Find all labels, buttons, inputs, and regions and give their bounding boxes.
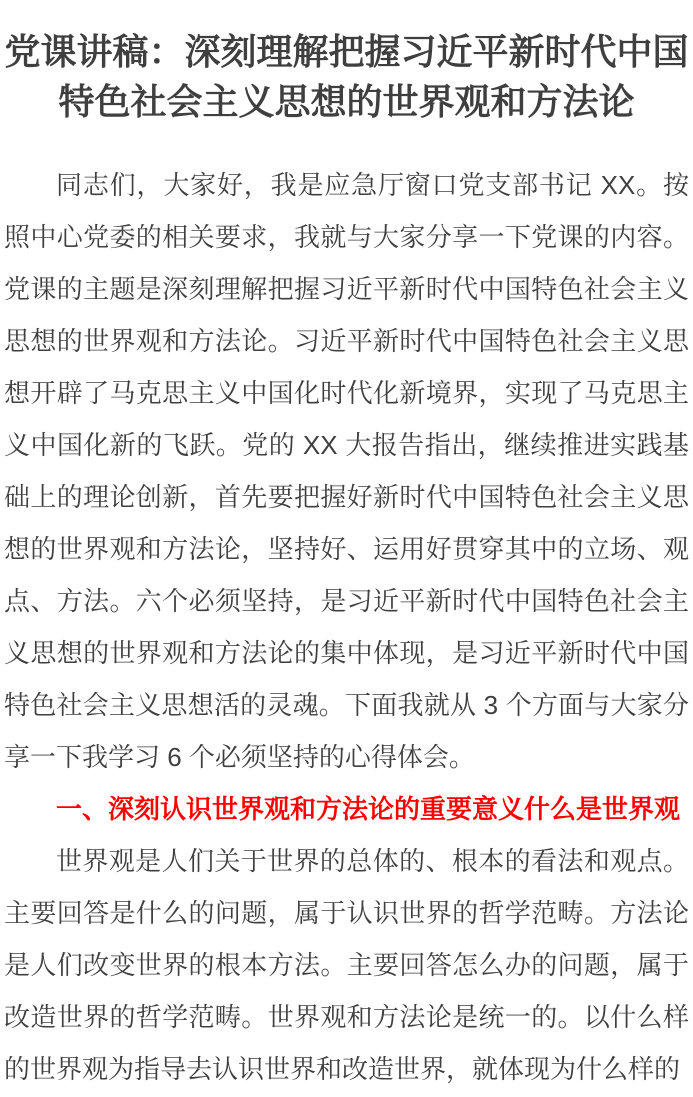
section-heading: 一、深刻认识世界观和方法论的重要意义什么是世界观 (56, 794, 681, 824)
paragraph: 世界观是人们关于世界的总体的、根本的看法和观点。主要回答是什么的问题，属于认识世界的哲学范畴。方法论是人们改变世界的根本方法。主要回答怎么办的问题，属于改造世界的哲学范畴。世界观和方法论是统一的。以什么样的世界观为指导去认识世界和改造世界，就体现为什么样的 (4, 846, 689, 1084)
document-title: 党课讲稿：深刻理解把握习近平新时代中国特色社会主义思想的世界观和方法论 (4, 31, 689, 122)
paragraph: 同志们，大家好，我是应急厅窗口党支部书记 XX。按照中心党委的相关要求，我就与大家分享一下党课的内容。党课的主题是深刻理解把握习近平新时代中国特色社会主义思想的世界观和方法论。习近平新时代中国特色社会主义思想开辟了马克思主义中国化时代化新境界，实现了马克思主义中国化新的飞跃。党的 XX 大报告指出，继续推进实践基础上的理论创新，首先要把握好新时代中国特色社会主义思想的世界观和方法论，坚持好、运用好贯穿其中的立场、观点、方法。六个必须坚持，是习近平新时代中国特色社会主义思想的世界观和方法论的集中体现，是习近平新时代中国特色社会主义思想活的灵魂。下面我就从 3 个方面与大家分享一下我学习 6 个必须坚持的心得体会。 (4, 170, 689, 772)
document-body (4, 159, 689, 1095)
